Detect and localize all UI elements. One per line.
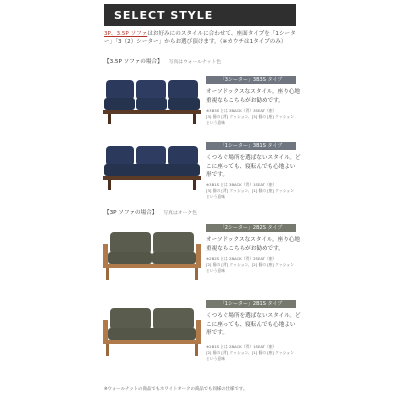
leg — [193, 180, 196, 190]
desc-line: くつろぐ場所を選ばないスタイル。ど — [206, 313, 301, 319]
footnote: ※ウォールナットの商品でもホワイトオークの商品でも同様の仕様です。 — [104, 387, 248, 392]
frame — [103, 340, 201, 344]
desc-line: 重視ならこちらがお勧めです。 — [206, 97, 284, 104]
seat-cushion — [152, 252, 196, 264]
frame — [103, 176, 201, 180]
type-spec-3b3s — [206, 108, 336, 126]
spec-line: という意味 — [206, 194, 225, 199]
sofa-image-2b2s — [102, 230, 202, 286]
spec-line: [3] 個の [背] クッション、[3] 個の [座] クッション — [206, 114, 295, 119]
back-cushion — [106, 146, 134, 166]
desc-line: オーソドックスなスタイル。座り心地 — [206, 237, 301, 243]
type-label-3b1s: 「1シーター」3B1S タイプ — [206, 142, 296, 150]
spec-line: ※2B2S とは 2BACK（背）2SEAT（座） — [206, 256, 277, 261]
back-cushion — [106, 80, 134, 100]
back-cushion — [110, 308, 151, 330]
leg — [106, 344, 109, 356]
section-3p-heading: 【3P ソファの場合】 — [104, 210, 158, 216]
section-35p-subtitle: 写真はウォールナット色 — [168, 60, 222, 65]
desc-line: 形です。 — [206, 172, 228, 178]
spec-line: ※2B1S とは 2BACK（背）1SEAT（座） — [206, 344, 277, 349]
spec-line: [2] 個の [背] クッション、[1] 個の [座] クッション — [206, 350, 295, 355]
page-title — [104, 4, 296, 26]
type-label-3b3s: 「3シーター」3B3S タイプ — [206, 76, 296, 84]
intro-text — [104, 30, 304, 46]
seat-cushion — [108, 328, 196, 340]
section-35p-heading: 【3.5P ソファの場合】 — [104, 59, 163, 65]
type-label-2b2s: 「2シーター」2B2S タイプ — [206, 224, 296, 232]
type-spec-2b1s — [206, 344, 336, 362]
sofa-image-2b1s — [102, 306, 202, 362]
seat-cushion — [168, 98, 200, 110]
frame — [103, 264, 201, 268]
section-3p-subtitle: 写真はオーク色 — [163, 211, 197, 216]
frame — [103, 110, 201, 114]
seat-cushion — [108, 252, 152, 264]
spec-line: [3] 個の [背] クッション、[1] 個の [座] クッション — [206, 188, 295, 193]
desc-line: こに座っても、寝転んでも心地よい — [206, 163, 296, 170]
desc-line: 形です。 — [206, 330, 228, 336]
type-desc-2b2s — [206, 236, 326, 253]
back-cushion — [110, 232, 151, 254]
leg — [193, 114, 196, 124]
spec-line: という意味 — [206, 120, 225, 125]
spec-line: ※3B1S とは 3BACK（背）1SEAT（座） — [206, 182, 277, 187]
type-desc-3b3s — [206, 88, 326, 105]
type-desc-2b1s — [206, 312, 326, 338]
spec-line: ※3B3S とは 3BACK（背）3SEAT（座） — [206, 108, 277, 113]
intro-highlight: 3P、3.5P ソファ — [104, 31, 148, 37]
desc-line: くつろぐ場所を選ばないスタイル。ど — [206, 155, 301, 161]
leg — [108, 114, 111, 124]
seat-cushion — [104, 164, 200, 176]
section-title-35p — [104, 57, 221, 65]
type-spec-2b2s — [206, 256, 336, 274]
sofa-image-3b3s — [102, 78, 202, 130]
type-label-2b1s: 「1シーター」2B1S タイプ — [206, 300, 296, 308]
spec-line: という意味 — [206, 268, 225, 273]
back-cushion — [153, 232, 194, 254]
seat-cushion — [104, 98, 135, 110]
intro-body: はお好みにのスタイルに合わせて、座面タイプを「1シーター」「3（2）シーター」からお選び頂けます。（※カウチは1タイプのみ） — [104, 31, 296, 45]
leg — [108, 180, 111, 190]
leg — [195, 268, 198, 280]
back-cushion — [153, 308, 194, 330]
spec-line: [2] 個の [背] クッション、[2] 個の [座] クッション — [206, 262, 295, 267]
back-cushion — [168, 146, 198, 166]
desc-line: こに座っても、寝転んでも心地よい — [206, 321, 296, 328]
back-cushion — [136, 146, 166, 166]
desc-line: 重視ならこちらがお勧めです。 — [206, 245, 284, 252]
seat-cushion — [136, 98, 167, 110]
back-cushion — [168, 80, 198, 100]
desc-line: オーソドックスなスタイル。座り心地 — [206, 89, 301, 95]
leg — [195, 344, 198, 356]
section-title-3p — [104, 208, 197, 216]
leg — [106, 268, 109, 280]
page-title-text: SELECT STYLE — [114, 8, 214, 22]
sofa-image-3b1s — [102, 144, 202, 196]
spec-line: という意味 — [206, 356, 225, 361]
back-cushion — [136, 80, 166, 100]
type-spec-3b1s — [206, 182, 336, 200]
type-desc-3b1s — [206, 154, 326, 180]
